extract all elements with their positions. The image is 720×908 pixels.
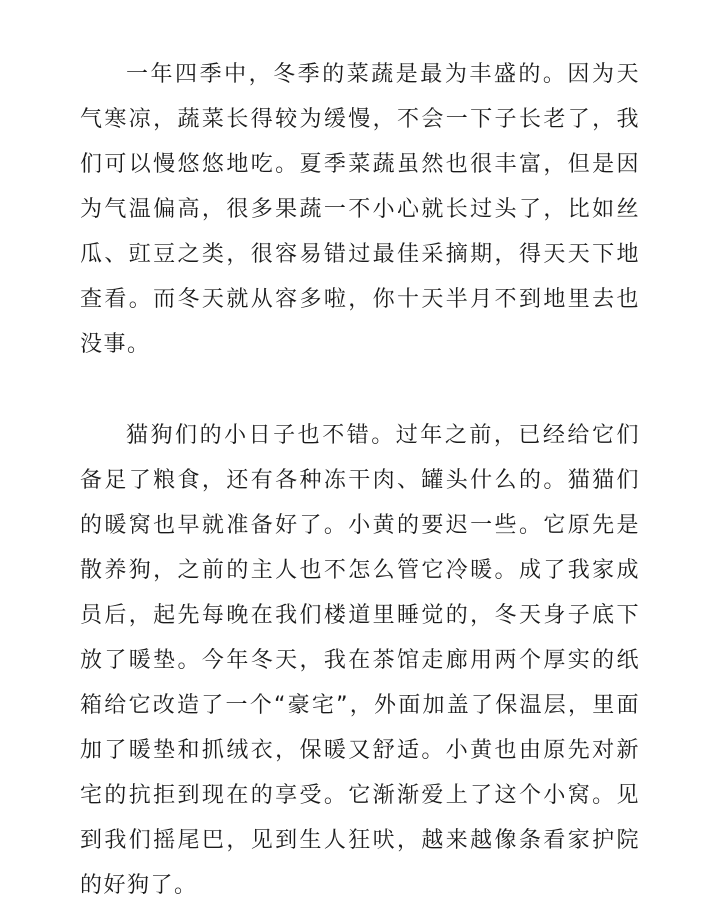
paragraph-winter-vegetables: 一年四季中，冬季的菜蔬是最为丰盛的。因为天气寒凉，蔬菜长得较为缓慢，不会一下子长老了，我们可以慢悠悠地吃。夏季菜蔬虽然也很丰富，但是因为气温偏高，很多果蔬一不小心就长过头了，比如丝瓜、豇豆之类，很容易错过最佳采摘期，得天天下地查看。而冬天就从容多啦，你十天半月不到地里去也没事。 bbox=[80, 62, 640, 357]
article-body bbox=[80, 52, 640, 908]
paragraph-cats-and-dogs: 猫狗们的小日子也不错。过年之前，已经给它们备足了粮食，还有各种冻干肉、罐头什么的。猫猫们的暖窝也早就准备好了。小黄的要迟一些。它原先是散养狗，之前的主人也不怎么管它冷暖。成了我家成员后，起先每晚在我们楼道里睡觉的，冬天身子底下放了暖垫。今年冬天，我在茶馆走廊用两个厚实的纸箱给它改造了一个“豪宅”，外面加盖了保温层，里面加了暖垫和抓绒衣，保暖又舒适。小黄也由原先对新宅的抗拒到现在的享受。它渐渐爱上了这个小窝。见到我们摇尾巴，见到生人狂吠，越来越像条看家护院的好狗了。 bbox=[80, 423, 640, 898]
